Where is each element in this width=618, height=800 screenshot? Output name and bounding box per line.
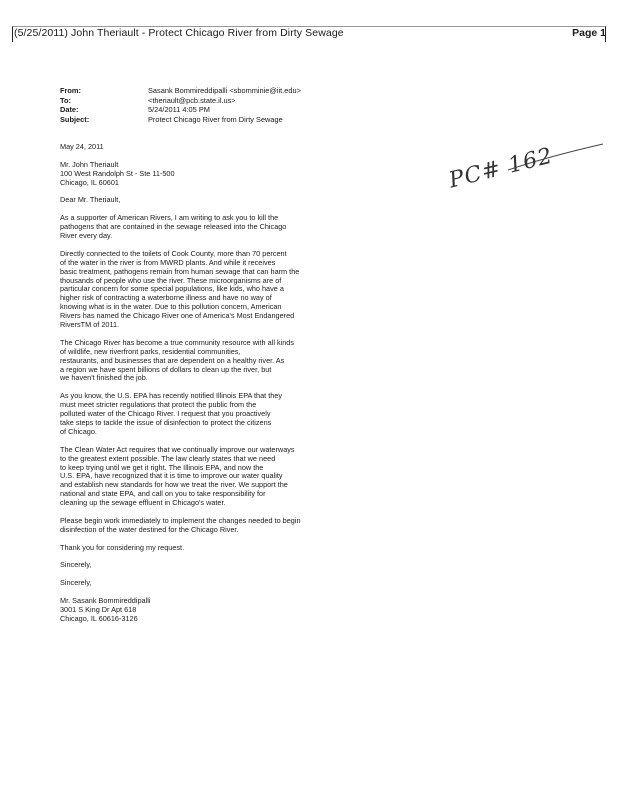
signature-block: [60, 597, 350, 624]
closing: [60, 579, 350, 588]
meta-row-date: [60, 105, 301, 115]
text-line: we haven't finished the job.: [60, 373, 148, 383]
text-line: The Clean Water Act requires that we continually improve our waterways: [60, 444, 295, 454]
meta-row-subject: [60, 115, 301, 125]
text-line: Directly connected to the toilets of Cook County, more than 70 percent: [60, 248, 287, 258]
meta-label: Subject:: [60, 114, 90, 124]
text-line: national and state EPA, and call on you to take responsibility for: [60, 489, 266, 499]
text-line: Please begin work immediately to implement the changes needed to begin: [60, 515, 301, 525]
text-line: River every day.: [60, 231, 113, 241]
text-line: knowing what is in the water. Due to this pollution concern, American: [60, 302, 282, 312]
meta-row-from: [60, 86, 301, 96]
meta-value: <theriault@pcb.state.il.us>: [148, 95, 236, 105]
meta-label: From:: [60, 86, 81, 95]
text-line: pathogens that are contained in the sewage released into the Chicago: [60, 222, 287, 232]
header-title: (5/25/2011) John Theriault - Protect Chicago River from Dirty Sewage: [14, 27, 344, 39]
address-line: Chicago, IL 60601: [60, 177, 119, 187]
text-line: to the greatest extent possible. The law clearly states that we need: [60, 453, 276, 463]
text-line: of the water in the river is from MWRD plants. And while it receives: [60, 257, 276, 267]
letter-body: [60, 143, 350, 633]
text-line: disinfection of the water destined for the Chicago River.: [60, 524, 239, 534]
paragraph: [60, 446, 350, 508]
meta-value: Protect Chicago River from Dirty Sewage: [148, 114, 283, 124]
handwritten-annotation: [448, 140, 608, 200]
closing: [60, 561, 350, 570]
text-line: of wildlife, new riverfront parks, residential communities,: [60, 346, 241, 356]
text-line: thousands of people who use the river. These microorganisms are of: [60, 275, 282, 285]
text-line: must meet stricter regulations that protect the public from the: [60, 400, 257, 410]
paragraph: [60, 517, 350, 535]
handwritten-text: PC# 162: [446, 143, 556, 194]
text-line: The Chicago River has become a true community resource with all kinds: [60, 337, 295, 347]
address-line: 100 West Randolph St - Ste 11-500: [60, 168, 175, 178]
text-line: Thank you for considering my request.: [60, 542, 185, 552]
paragraph: [60, 214, 350, 241]
page-header: [12, 27, 606, 41]
text-line: U.S. EPA, have recognized that it is time to improve our water quality: [60, 471, 283, 481]
signature-address: Chicago, IL 60616-3126: [60, 613, 138, 623]
text-line: a region we have spent billions of dollars to clean up the river, but: [60, 364, 272, 374]
meta-label: To:: [60, 95, 71, 105]
text-line: particular concern for some special populations, like kids, who have a: [60, 284, 284, 294]
text-line: higher risk of contracting a waterborne illness and have no way of: [60, 293, 272, 303]
text-line: of Chicago.: [60, 426, 97, 436]
text-line: to keep trying until we get it right. The Illinois EPA, and now the: [60, 462, 264, 472]
text-line: As you know, the U.S. EPA has recently notified Illinois EPA that they: [60, 391, 282, 401]
text-line: cleaning up the sewage effluent in Chicago's water.: [60, 498, 226, 508]
address-line: Mr. John Theriault: [60, 159, 119, 169]
paragraph: [60, 339, 350, 384]
signature-address: 3001 S King Dr Apt 618: [60, 604, 137, 614]
paragraph: [60, 250, 350, 330]
paragraph: [60, 392, 350, 437]
text-line: and establish new standards for how we treat the river. We support the: [60, 480, 288, 490]
meta-label: Date:: [60, 105, 79, 115]
salutation: Dear Mr. Theriault,: [60, 195, 121, 205]
text-line: Sincerely,: [60, 560, 92, 570]
email-meta: [60, 86, 301, 124]
recipient-address: [60, 161, 350, 188]
text-line: RiversTM of 2011.: [60, 320, 120, 330]
meta-row-to: [60, 96, 301, 106]
page-number: Page 1: [572, 27, 606, 39]
text-line: restaurants, and businesses that are dependent on a healthy river. As: [60, 355, 285, 365]
text-line: As a supporter of American Rivers, I am writing to ask you to kill the: [60, 213, 279, 223]
paragraph: [60, 544, 350, 553]
signature-name: Mr. Sasank Bommireddipalli: [60, 596, 151, 606]
text-line: basic treatment, pathogens remain from human sewage that can harm the: [60, 266, 300, 276]
meta-value: 5/24/2011 4:05 PM: [148, 105, 210, 115]
text-line: Rivers has named the Chicago River one of America's Most Endangered: [60, 311, 295, 321]
text-line: polluted water of the Chicago River. I request that you proactively: [60, 409, 271, 419]
letter-date: May 24, 2011: [60, 142, 104, 151]
text-line: Sincerely,: [60, 578, 92, 588]
meta-value: Sasank Bommireddipalli <sbomminie@iit.edu>: [148, 86, 301, 95]
text-line: take steps to tackle the issue of disinfection to protect the citizens: [60, 418, 272, 427]
